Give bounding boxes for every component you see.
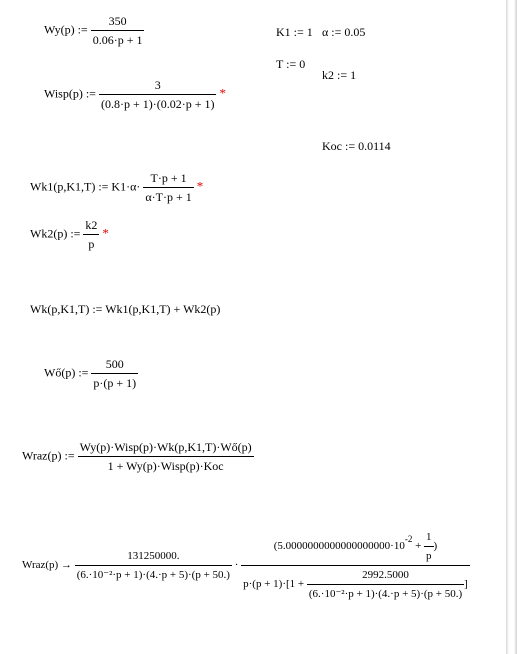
result-fraction-1 xyxy=(75,549,232,582)
wraz-lhs: Wraz(p) := xyxy=(22,448,75,463)
f2-num-exponent: -2 xyxy=(404,534,413,545)
wo-lhs: Wő(p) := xyxy=(44,365,89,380)
error-marker-star: * xyxy=(219,85,226,101)
wo-fraction xyxy=(91,357,138,390)
wy-denominator: 0.06·p + 1 xyxy=(92,33,143,47)
f2-den-inner-numerator: 2992.5000 xyxy=(362,569,409,581)
fraction-bar xyxy=(99,94,217,95)
f2-den-inner-denominator: (6.·10⁻²·p + 1)·(4.·p + 5)·(p + 50.) xyxy=(308,588,463,600)
wo-numerator: 500 xyxy=(105,357,124,371)
error-marker-star: * xyxy=(102,225,109,241)
result-fraction-2 xyxy=(241,530,470,601)
result-lhs: Wraz(p) → xyxy=(22,559,72,572)
region-wk[interactable] xyxy=(30,302,220,316)
wk2-denominator: p xyxy=(88,237,95,251)
fraction-bar xyxy=(241,565,470,566)
alpha-definition: α := 0.05 xyxy=(322,25,366,39)
wraz-fraction xyxy=(78,440,254,473)
wk1-numerator: T·p + 1 xyxy=(150,171,187,185)
fraction-bar xyxy=(91,373,138,374)
region-k2[interactable] xyxy=(322,68,356,82)
koc-definition: Koc := 0.0114 xyxy=(322,139,391,153)
region-wisp[interactable] xyxy=(44,78,226,111)
k2-definition: k2 := 1 xyxy=(322,68,357,82)
fraction-bar xyxy=(91,30,145,31)
region-wo[interactable] xyxy=(44,357,138,390)
error-marker-star: * xyxy=(196,178,204,194)
wk1-fraction xyxy=(143,171,193,204)
wraz-denominator: 1 + Wy(p)·Wisp(p)·Koc xyxy=(107,459,224,473)
wy-lhs: Wy(p) := xyxy=(44,22,88,37)
f2-num-inner-fraction xyxy=(424,530,434,563)
result-f1-numerator: 131250000. xyxy=(127,550,180,562)
wy-fraction xyxy=(91,14,145,47)
wisp-denominator: (0.8·p + 1)·(0.02·p + 1) xyxy=(100,97,215,111)
region-t[interactable] xyxy=(276,57,305,71)
fraction-bar xyxy=(78,456,254,457)
wisp-numerator: 3 xyxy=(154,78,161,92)
wk-definition: Wk(p,K1,T) := Wk1(p,K1,T) + Wk2(p) xyxy=(30,302,221,316)
result-f1-denominator: (6.·10⁻²·p + 1)·(4.·p + 5)·(p + 50.) xyxy=(76,569,230,581)
wisp-lhs: Wisp(p) := xyxy=(44,86,96,101)
result-f2-numerator: ($5.0000000000000000000\cdot 10^{-2}$ + $\frac{1}{p}$ ) xyxy=(273,531,438,562)
f2-num-inner-numerator: 1 xyxy=(426,531,432,543)
wk2-numerator: k2 xyxy=(85,218,98,232)
fraction-bar xyxy=(143,187,193,188)
fraction-bar xyxy=(83,234,99,235)
region-wy[interactable] xyxy=(44,14,144,47)
wk1-denominator: α·T·p + 1 xyxy=(145,190,192,204)
f2-den-prefix: p·(p + 1)· xyxy=(243,578,286,591)
region-alpha[interactable] xyxy=(322,25,365,39)
window-right-border xyxy=(506,0,517,654)
multiply-dot: · xyxy=(234,559,239,572)
fraction-bar xyxy=(307,584,464,585)
f2-num-plus: + xyxy=(415,540,422,553)
region-wk1[interactable] xyxy=(30,171,203,204)
region-k1[interactable] xyxy=(276,25,313,39)
wo-denominator: p·(p + 1) xyxy=(93,376,137,390)
fraction-bar xyxy=(75,565,232,566)
wy-numerator: 350 xyxy=(108,14,127,28)
region-koc[interactable] xyxy=(322,139,391,153)
fraction-bar xyxy=(424,546,434,547)
region-wraz-result[interactable] xyxy=(22,530,470,601)
wk2-fraction xyxy=(83,218,99,251)
wraz-numerator: Wy(p)·Wisp(p)·Wk(p,K1,T)·Wő(p) xyxy=(79,440,252,454)
region-wk2[interactable] xyxy=(30,218,109,251)
wisp-fraction xyxy=(99,78,217,111)
region-wraz[interactable] xyxy=(22,440,254,473)
result-f2-denominator: p·(p + 1)·[1 + $\frac{2992.5000}{\text{(6.·10⁻²·p + 1)·(4.·p + 5)·(p + 50.)}}$ ] xyxy=(243,569,468,600)
f2-num-coef: 5.0000000000000000000·10 xyxy=(277,540,405,553)
wk2-lhs: Wk2(p) := xyxy=(30,226,81,241)
f2-den-inner-fraction xyxy=(307,568,464,601)
f2-den-one-plus: 1 + xyxy=(289,578,305,591)
f2-num-inner-denominator: p xyxy=(426,550,432,562)
wk1-lhs: Wk1(p,K1,T) := K1·α· xyxy=(30,179,141,194)
k1-definition: K1 := 1 xyxy=(276,25,313,39)
t-definition: T := 0 xyxy=(276,57,306,71)
